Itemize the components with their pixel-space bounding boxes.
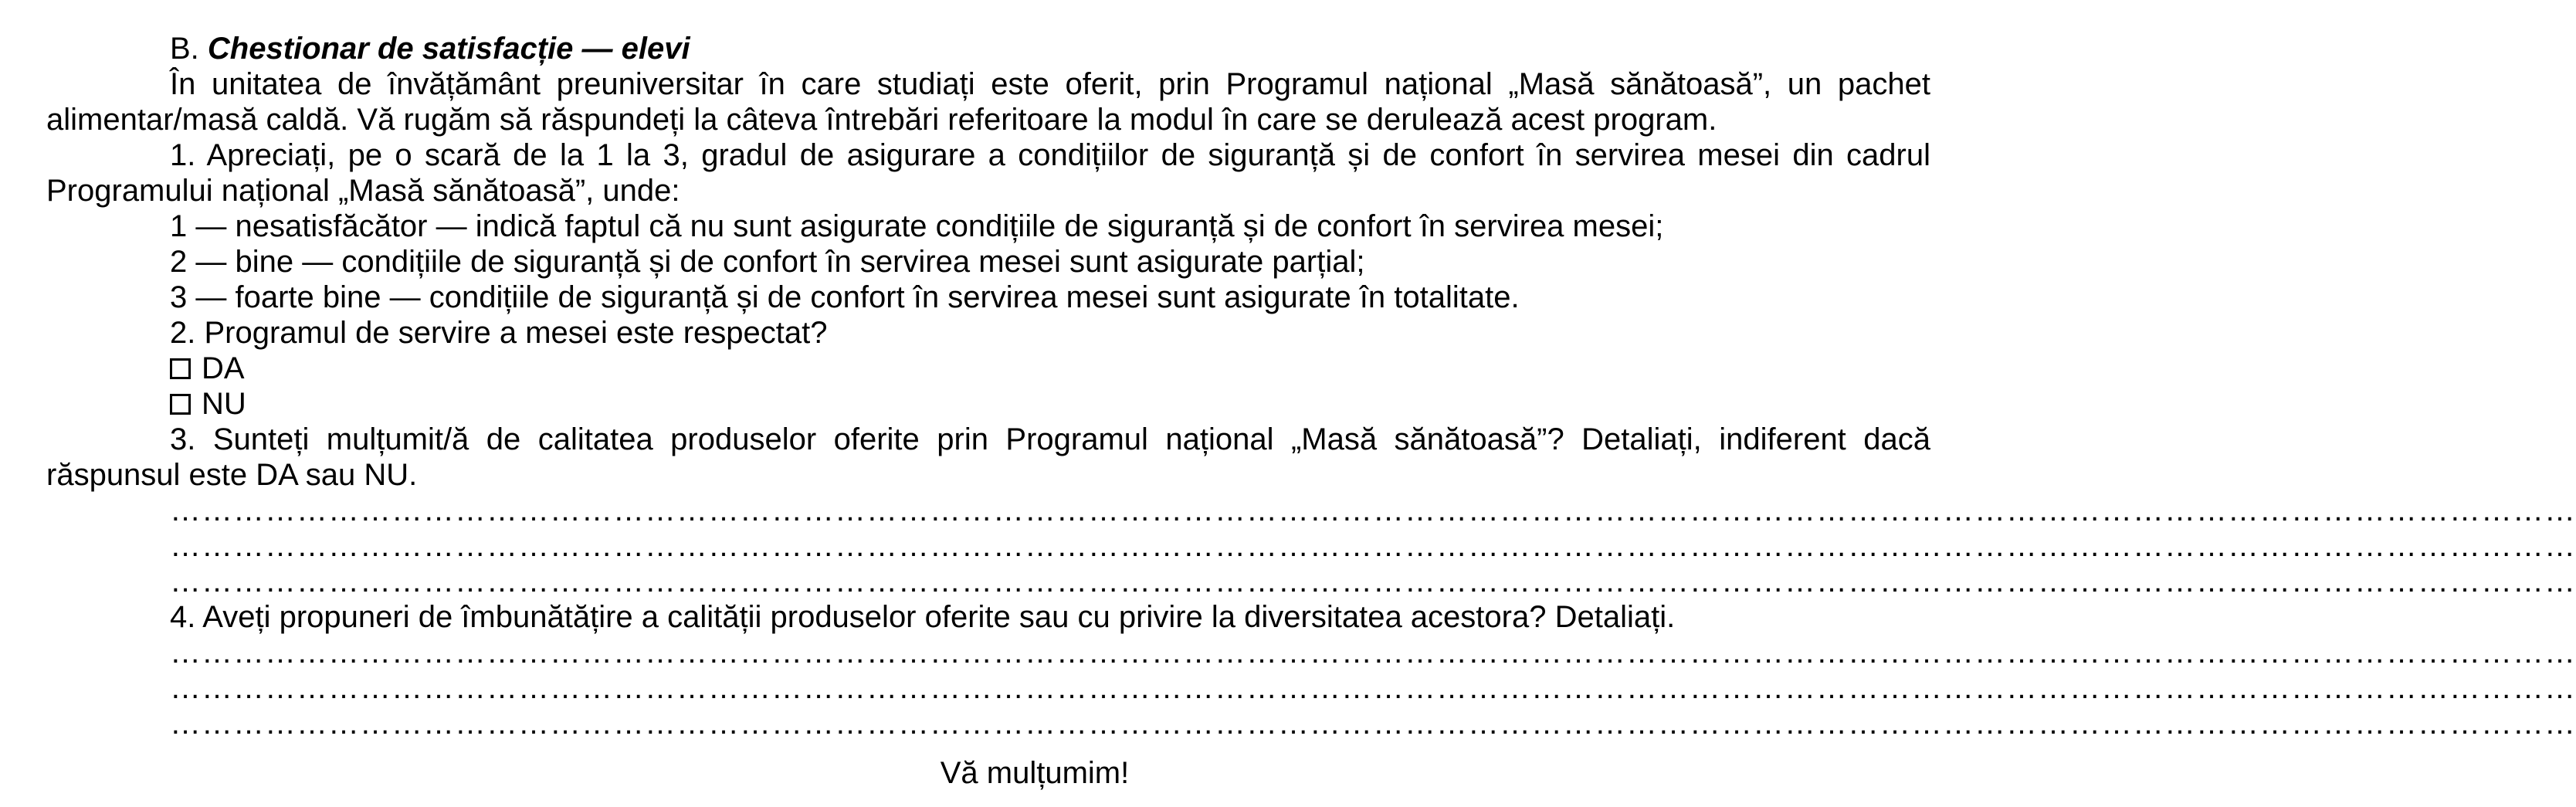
- scale-item-3: 3 — foarte bine — condițiile de siguranță și de confort în servirea mesei sunt asigurate în totalitate.: [170, 280, 1520, 314]
- checkbox-nu[interactable]: [170, 394, 191, 415]
- answer-line[interactable]: …………………………………………………………………………………………………………………………………………………………………………………………………………: [170, 493, 2576, 527]
- intro-text: În unitatea de învățământ preuniversitar în care studiați este oferit, prin Programul național „Masă sănătoasă”, un pachet alimentar/masă caldă. Vă rugăm să răspundeți la câteva întrebări referitoare la modul în care se derulează acest program.: [46, 67, 1930, 137]
- scale-item-2: 2 — bine — condițiile de siguranță și de confort în servirea mesei sunt asigurate parțial;: [170, 245, 1365, 279]
- question-3-text: 3. Sunteți mulțumit/ă de calitatea produselor oferite prin Programul național „Masă sănătoasă”? Detaliați, indiferent dacă răspunsul este DA sau NU.: [46, 422, 1930, 492]
- option-da[interactable]: [46, 351, 1930, 386]
- intro-paragraph: [46, 66, 1930, 137]
- option-da-label: DA: [202, 351, 245, 385]
- section-heading: [46, 31, 1930, 66]
- section-letter: B.: [170, 32, 199, 66]
- answer-line[interactable]: …………………………………………………………………………………………………………………………………………………………………………………………………………: [170, 707, 2576, 741]
- answer-line[interactable]: …………………………………………………………………………………………………………………………………………………………………………………………………………: [170, 671, 2576, 705]
- question-1: [46, 137, 1930, 209]
- scale-item-1: 1 — nesatisfăcător — indică faptul că nu sunt asigurate condițiile de siguranță și de confort în servirea mesei;: [170, 209, 1664, 243]
- question-1-text: 1. Apreciați, pe o scară de la 1 la 3, gradul de asigurare a condițiilor de siguranță și de confort în servirea mesei din cadrul Programului național „Masă sănătoasă”, unde:: [46, 138, 1930, 208]
- option-nu-label: NU: [202, 387, 246, 421]
- question-4-text: 4. Aveți propuneri de îmbunătățire a calității produselor oferite sau cu privire la diversitatea acestora? Detaliați.: [170, 600, 1676, 634]
- answer-line[interactable]: …………………………………………………………………………………………………………………………………………………………………………………………………………: [170, 529, 2576, 563]
- closing-thanks: Vă mulțumim!: [940, 756, 1130, 790]
- question-3: [46, 422, 1930, 493]
- answer-line[interactable]: …………………………………………………………………………………………………………………………………………………………………………………………………………: [170, 565, 2576, 598]
- answer-line[interactable]: …………………………………………………………………………………………………………………………………………………………………………………………………………: [170, 636, 2576, 670]
- question-2-text: 2. Programul de servire a mesei este respectat?: [170, 316, 828, 350]
- checkbox-da[interactable]: [170, 358, 191, 379]
- section-title: Chestionar de satisfacție — elevi: [207, 32, 690, 66]
- option-nu[interactable]: [46, 386, 1930, 422]
